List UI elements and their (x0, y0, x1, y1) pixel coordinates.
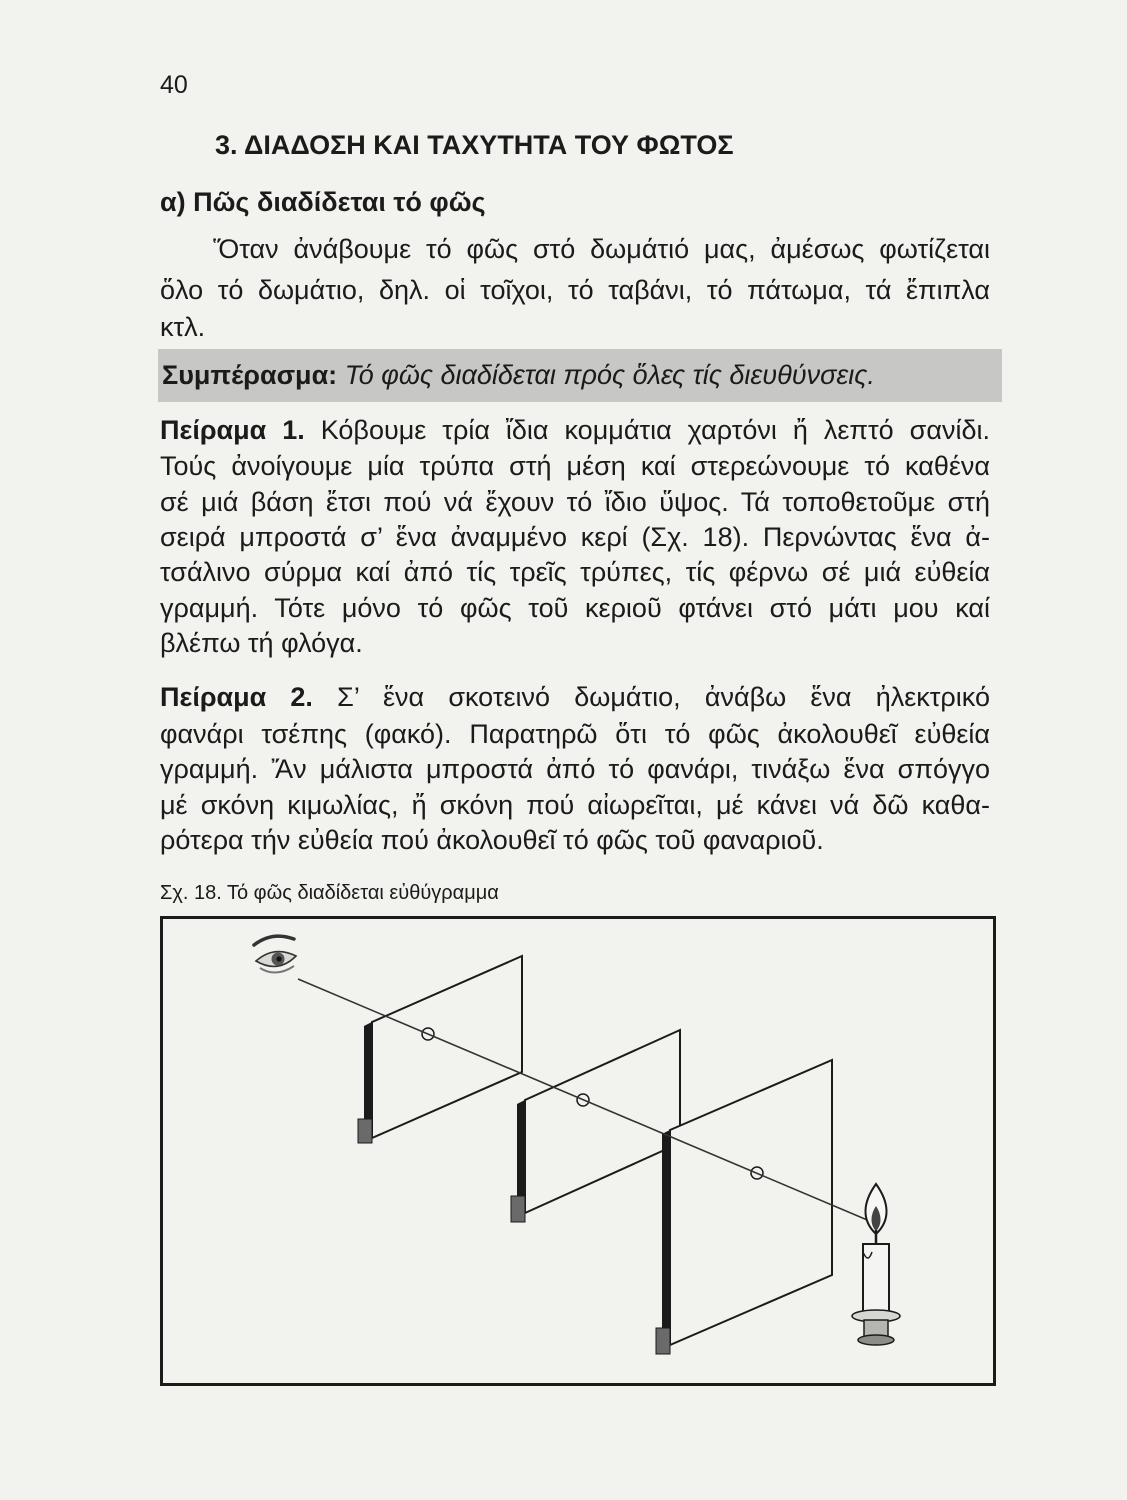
experiment-2-line: μέ σκόνη κιμωλίας, ἤ σκόνη πού αἰωρεῖται, μέ κάνει νά δῶ καθα- (160, 790, 990, 820)
figure-caption: Σχ. 18. Τό φῶς διαδίδεται εὐθύγραμμα (160, 882, 499, 904)
panel-thick-edge (662, 1130, 670, 1349)
experiment-2-line: Σ’ ἕνα σκοτεινό δωμάτιο, ἀνάβω ἕνα ἠλεκτρικό (337, 682, 990, 712)
experiment-1-line: σειρά μπροστά σ’ ἕνα ἀναμμένο κερί (Σχ. 18). Περνώντας ἕνα ἀ- (160, 522, 990, 552)
experiment-1-line: γραμμή. Τότε μόνο τό φῶς τοῦ κεριοῦ φτάνει στό μάτι μου καί (160, 593, 990, 623)
experiment-1-line: βλέπω τή φλόγα. (160, 628, 363, 658)
experiment-1-line: Κόβουμε τρία ἴδια κομμάτια χαρτόνι ἤ λεπτό σανίδι. (320, 415, 990, 445)
conclusion-band (158, 349, 1002, 402)
experiment-2-line: ρότερα τήν εὐθεία πού ἀκολουθεῖ τό φῶς τοῦ φαναριοῦ. (160, 825, 824, 855)
conclusion-label: Συμπέρασμα: (162, 360, 338, 390)
experiment-1-first-line (160, 414, 990, 446)
eye-pupil (276, 956, 281, 961)
experiment-2-line: φανάρι τσέπης (φακό). Παρατηρῶ ὅτι τό φῶς ἀκολουθεῖ εὐθεία (160, 719, 990, 749)
figure-18-diagram (160, 916, 996, 1386)
panel-base (511, 1196, 525, 1222)
cardboard-panel-3 (656, 1060, 832, 1354)
panel-face (372, 956, 522, 1138)
eye-illustration (254, 936, 296, 972)
conclusion-text (162, 349, 875, 402)
intro-line: κτλ. (160, 312, 206, 342)
candle-illustration (852, 1184, 900, 1345)
cardboard-panel-1 (358, 956, 522, 1143)
page-number: 40 (160, 71, 188, 99)
panel-base (656, 1328, 670, 1354)
subsection-heading: α) Πῶς διαδίδεται τό φῶς (160, 187, 486, 217)
experiment-1-line: Τούς ἀνοίγουμε μία τρύπα στή μέση καί στερεώνουμε τό καθένα (160, 451, 990, 481)
experiment-1-line: σέ μιά βάση ἔτσι πού νά ἔχουν τό ἴδιο ὕψος. Τά τοποθετοῦμε στή (160, 487, 990, 517)
intro-line: Ὅταν ἀνάβουμε τό φῶς στό δωμάτιό μας, ἀμέσως φωτίζεται (213, 234, 990, 264)
experiment-1-label: Πείραμα 1. (160, 415, 305, 445)
section-heading: 3. ΔΙΑΔΟΣΗ ΚΑΙ ΤΑΧΥΤΗΤΑ ΤΟΥ ΦΩΤΟΣ (215, 130, 734, 160)
panel-face (525, 1030, 680, 1213)
experiment-2-line: γραμμή. Ἄν μάλιστα μπροστά ἀπό τό φανάρι, τινάξω ἕνα σπόγγο (160, 754, 990, 784)
conclusion-statement: Τό φῶς διαδίδεται πρός ὅλες τίς διευθύνσεις. (344, 360, 875, 390)
experiment-1-line: τσάλινο σύρμα καί ἀπό τίς τρεῖς τρύπες, τίς φέρνω σέ μιά εὐθεία (160, 557, 990, 587)
candle-body (863, 1244, 889, 1314)
experiment-2-label: Πείραμα 2. (160, 682, 313, 712)
panel-face (670, 1060, 832, 1345)
intro-line: ὅλο τό δωμάτιο, δηλ. οἱ τοῖχοι, τό ταβάνι, τό πάτωμα, τά ἔπιπλα (160, 275, 990, 305)
cardboard-panel-2 (511, 1030, 680, 1222)
experiment-2-first-line (160, 681, 990, 713)
candle-foot (858, 1335, 894, 1345)
panel-base (358, 1119, 372, 1143)
eyebrow (254, 936, 294, 945)
